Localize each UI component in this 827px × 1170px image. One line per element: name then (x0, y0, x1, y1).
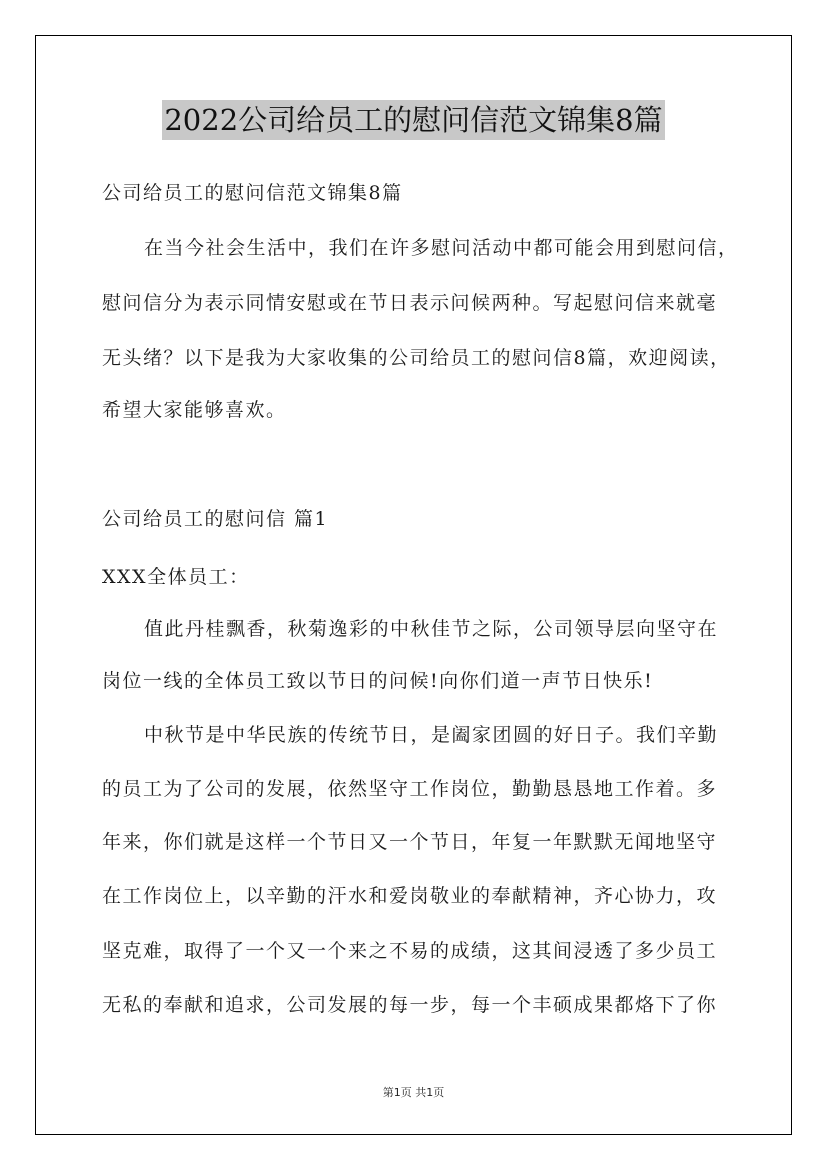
body-line: 的员工为了公司的发展，依然坚守工作岗位，勤勤恳恳地工作着。多 (102, 778, 718, 800)
section-heading: 公司给员工的慰问信 篇1 (102, 508, 329, 530)
body-line: 在当今社会生活中，我们在许多慰问活动中都可能会用到慰问信， (144, 237, 739, 259)
body-line: 无私的奉献和追求，公司发展的每一步，每一个丰硕成果都烙下了你 (102, 994, 718, 1016)
document-title: 2022公司给员工的慰问信范文锦集8篇 (162, 100, 664, 140)
body-line: 慰问信分为表示同情安慰或在节日表示问候两种。写起慰问信来就毫 (102, 292, 718, 314)
body-line: 希望大家能够喜欢。 (102, 399, 287, 421)
salutation-line: XXX全体员工： (102, 566, 250, 588)
body-line: 坚克难，取得了一个又一个来之不易的成绩，这其间浸透了多少员工 (102, 940, 718, 962)
title-container (0, 100, 827, 140)
page-number-footer: 第1页 共1页 (382, 1086, 445, 1099)
subtitle-line: 公司给员工的慰问信范文锦集8篇 (102, 182, 403, 204)
body-line: 岗位一线的全体员工致以节日的问候!向你们道一声节日快乐! (102, 670, 654, 692)
body-line: 年来，你们就是这样一个节日又一个节日，年复一年默默无闻地坚守 (102, 831, 718, 853)
body-line: 无头绪？以下是我为大家收集的公司给员工的慰问信8篇，欢迎阅读， (102, 347, 731, 369)
body-line: 在工作岗位上，以辛勤的汗水和爱岗敬业的奉献精神，齐心协力，攻 (102, 885, 718, 907)
body-line: 值此丹桂飘香，秋菊逸彩的中秋佳节之际，公司领导层向坚守在 (144, 618, 719, 640)
body-line: 中秋节是中华民族的传统节日，是阖家团圆的好日子。我们辛勤 (144, 724, 719, 746)
